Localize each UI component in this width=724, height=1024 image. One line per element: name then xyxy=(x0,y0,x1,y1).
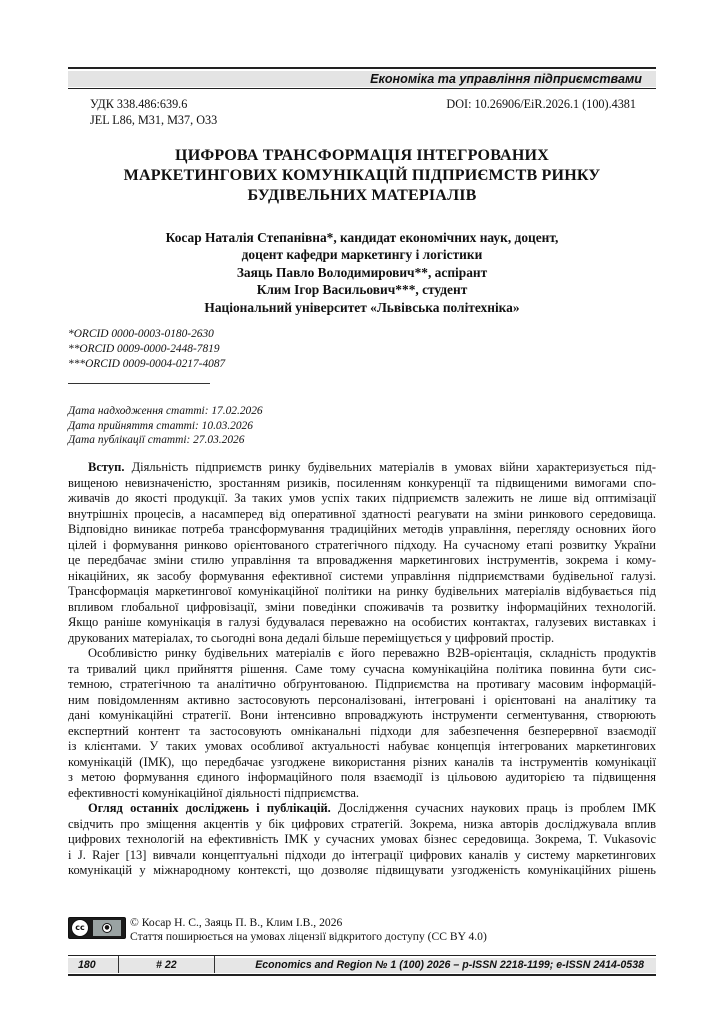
body-line: ефективності комунікаційної діяльності підприємства. xyxy=(68,785,359,800)
article-body xyxy=(68,460,656,879)
body-line: нікаційних, як засобу формування ефективної системи управління підприємствами будівельної галузі. xyxy=(68,568,656,583)
body-line: темною, стратегічною та аналітично обґрунтованою. Підприємства на противагу масовим інформацій- xyxy=(68,677,656,691)
orcid-link[interactable]: **ORCID 0009-0000-2448-7819 xyxy=(68,343,220,355)
date-received: Дата надходження статті: 17.02.2026 xyxy=(68,405,263,417)
body-line: цифрових технологій на ефективність ІМК у сучасних умовах бізнес середовища. Зокрема, T. Vukasovic xyxy=(68,832,656,846)
body-line: живачів до якості продукції. За таких умов успіх таких підприємств залежить не лише від оптимізації xyxy=(68,491,656,505)
orcid-link[interactable]: ***ORCID 0009-0004-0217-4087 xyxy=(68,358,226,370)
journal-citation: Economics and Region № 1 (100) 2026 – p-ISSN 2218-1199; e-ISSN 2414-0538 xyxy=(255,959,644,971)
header-rule-top xyxy=(68,67,656,69)
body-line: експертний контент та застосовують омніканальні підходи для забезпечення безперервної взаємодії xyxy=(68,723,656,738)
by-icon-group xyxy=(93,920,121,936)
author-line: Косар Наталія Степанівна*, кандидат економічних наук, доцент, xyxy=(165,230,559,245)
date-published: Дата публікації статті: 27.03.2026 xyxy=(68,434,245,447)
body-line: вищеною невизначеністю, зростанням ризиків, посиленням конкуренції та підвищеними вимогами спо- xyxy=(68,475,656,490)
license-text: Стаття поширюється на умовах ліцензії відкритого доступу (CC BY 4.0) xyxy=(130,929,487,943)
cc-by-license-badge[interactable] xyxy=(68,917,126,939)
orcid-list xyxy=(68,327,225,372)
udc-code: УДК 338.486:639.6 xyxy=(90,97,188,111)
body-line: впливом глобальної цифровізації, зміни поведінки споживачів та розвитку інформаційних технологій. xyxy=(68,599,656,614)
body-line: Трансформація маркетингової комунікаційної політики на ринку будівельних матеріалів відбувається під xyxy=(68,584,656,598)
body-line: Якщо раніше комунікація в галузі будувалася переважно на особистих контактах, галузевих виставках і xyxy=(68,615,656,629)
date-accepted: Дата прийняття статті: 10.03.2026 xyxy=(68,419,253,432)
page-number: 180 xyxy=(78,959,96,971)
footer-band xyxy=(68,958,656,973)
body-line: друкованих матеріалах, то сьогодні вона дедалі більше переміщується у цифровий простір. xyxy=(68,630,555,645)
body-line: з метою формування єдиного інформаційного поля взаємодії із цільовою аудиторією та підвищення xyxy=(68,770,656,784)
section-heading-intro: Вступ. xyxy=(88,460,125,474)
affiliation: Національний університет «Львівська політехніка» xyxy=(204,299,520,315)
by-icon: ● xyxy=(102,923,112,933)
title-line: МАРКЕТИНГОВИХ КОМУНІКАЦІЙ ПІДПРИЄМСТВ РИНКУ xyxy=(123,167,601,184)
cc-icon: cc xyxy=(71,919,89,937)
orcid-divider xyxy=(68,383,210,384)
body-line: Особливістю ринку будівельних матеріалів є його переважно B2B-орієнтація, складність продуктів xyxy=(88,646,656,660)
body-line: Вступ. Діяльність підприємств ринку будівельних матеріалів в умовах війни характеризується під- xyxy=(88,460,656,474)
running-title: Економіка та управління підприємствами xyxy=(370,72,642,86)
author-block xyxy=(68,229,656,316)
orcid-link[interactable]: *ORCID 0000-0003-0180-2630 xyxy=(68,328,214,340)
body-line: і J. Rajer [13] вивчали концептуальні підходи до інтеграції цифрових каналів у систему маркетингових xyxy=(68,847,656,862)
body-line: Відповідно виникає потреба трансформування традиційних методів управління, перегляду основних його xyxy=(68,522,656,536)
title-line: ЦИФРОВА ТРАНСФОРМАЦІЯ ІНТЕГРОВАНИХ xyxy=(175,147,549,164)
author-line: Клим Ігор Васильович***, студент xyxy=(256,282,468,298)
body-line: внутрішніх процесів, а насамперед від оперативної здатності реагувати на зміни ринкового середовища. xyxy=(68,506,656,521)
body-line: комунікацій у міжнародному контексті, що дозволяє підвищувати узгодженість комунікаційних рішень xyxy=(68,863,656,877)
issue-number: # 22 xyxy=(156,959,177,971)
footer-rule-bottom xyxy=(68,974,656,976)
header-rule-bottom xyxy=(68,88,656,89)
footer-divider xyxy=(118,956,119,973)
copyright-notice: © Косар Н. С., Заяць П. В., Клим І.В., 2026 xyxy=(130,916,343,929)
body-line: свідчить про зміщення акцентів у бік цифрових стратегій. Зокрема, низка авторів досліджувала вплив xyxy=(68,816,656,831)
jel-codes: JEL L86, M31, M37, O33 xyxy=(90,113,218,127)
body-line: ним повідомленням активно застосовують персоналізовані, інтегровані і орієнтовані на аналітику та xyxy=(68,692,656,707)
body-line: та тривалий цикл прийняття рішення. Саме тому сучасна комунікаційна політика повинна бути сис- xyxy=(68,661,656,676)
footer-divider xyxy=(214,956,215,973)
title-line: БУДІВЕЛЬНИХ МАТЕРІАЛІВ xyxy=(247,187,477,204)
body-line: Огляд останніх досліджень і публікацій. Дослідження сучасних наукових праць із проблем ІМК xyxy=(88,801,656,815)
author-line: Заяць Павло Володимирович**, аспірант xyxy=(236,264,488,280)
body-line: дані комунікаційні стратегії. Вони інтенсивно впроваджують інструменти сегментування, створюють xyxy=(68,708,656,722)
body-line: із клієнтами. У таких умовах особливої актуальності набуває концепція інтегрованих маркетингових xyxy=(68,739,656,753)
license-block xyxy=(130,916,487,943)
doi-link[interactable]: DOI: 10.26906/EiR.2026.1 (100).4381 xyxy=(446,97,636,111)
body-line: це передбачає зміни стилю управління та впровадження маркетингових інструментів, зокрема і кому- xyxy=(68,553,656,567)
article-dates xyxy=(68,404,263,448)
body-line: комунікацій (ІМК), що передбачає узгоджене використання різних каналів та інструментів комунікації xyxy=(68,754,656,769)
article-title xyxy=(68,146,656,206)
journal-page xyxy=(68,0,656,1024)
footer-rule-top xyxy=(68,955,656,956)
author-line: доцент кафедри маркетингу і логістики xyxy=(241,247,483,263)
body-line: цілей і формування ринково орієнтованого стратегічного підходу. На сучасному етапі розвитку України xyxy=(68,537,656,552)
section-heading-review: Огляд останніх досліджень і публікацій. xyxy=(88,801,331,815)
